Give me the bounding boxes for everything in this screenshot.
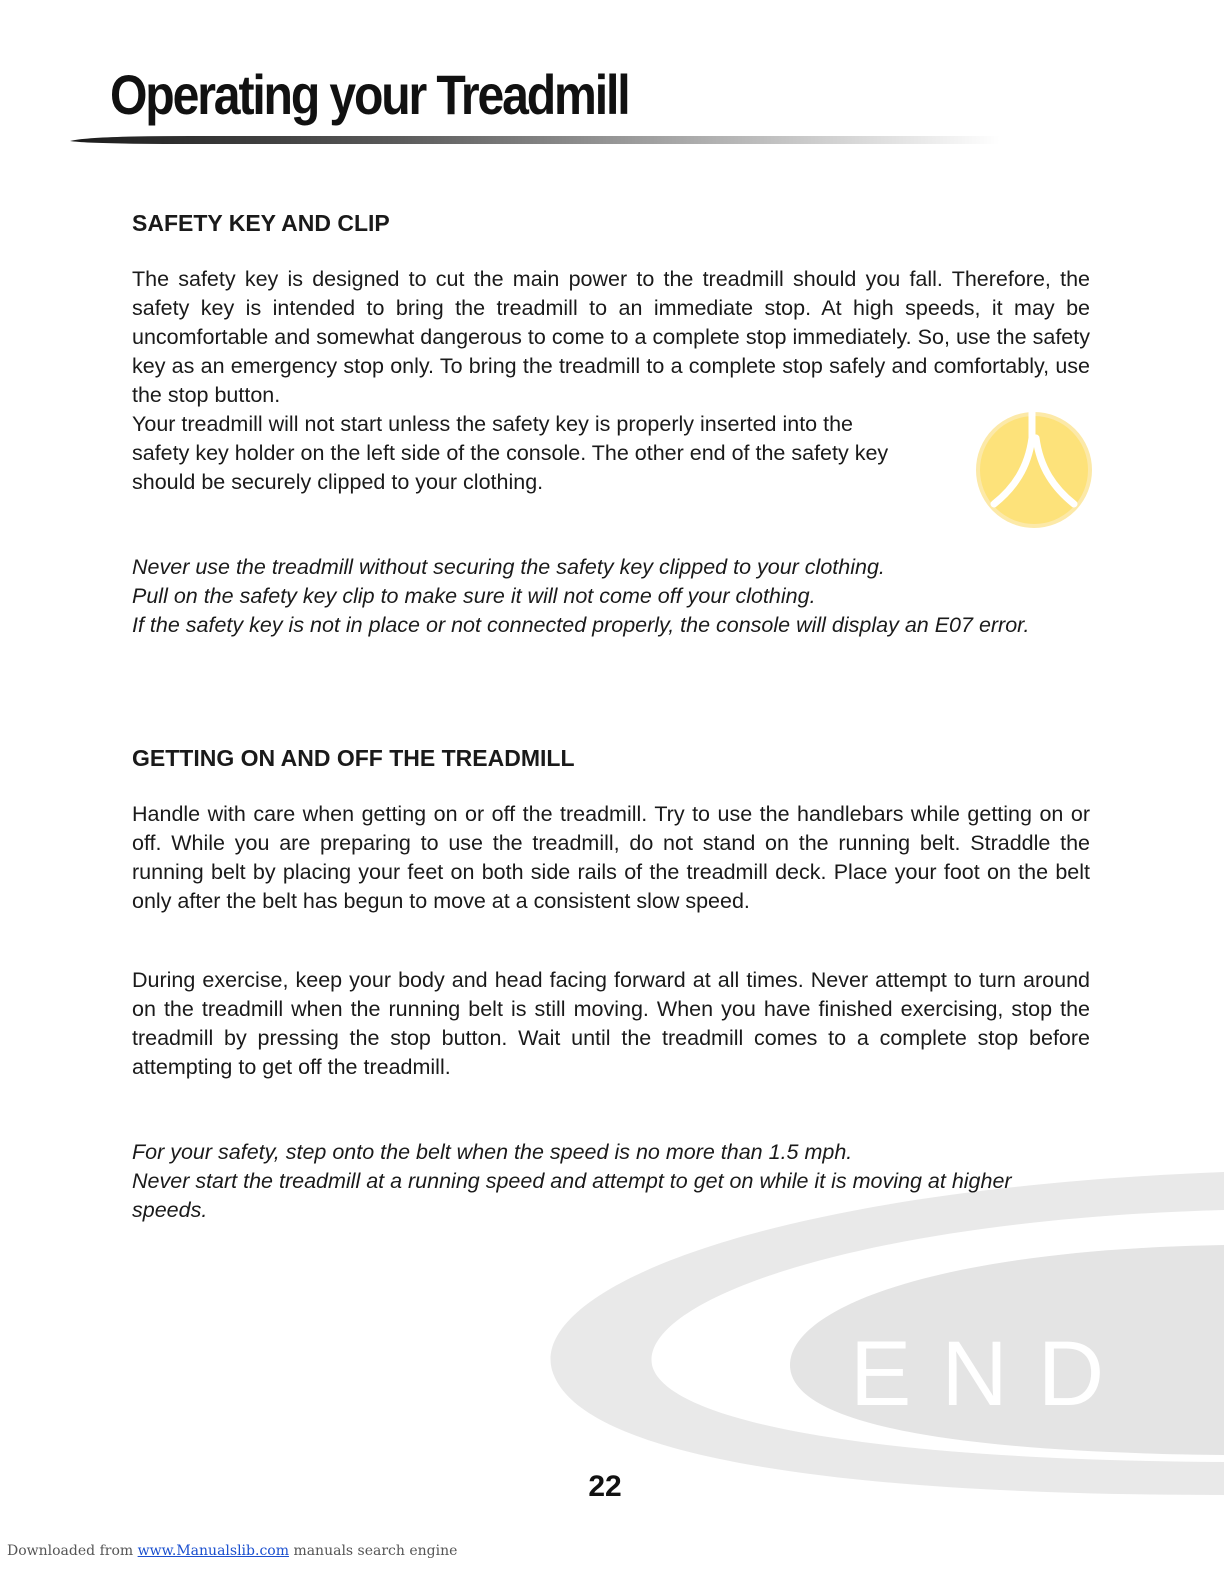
paragraph: During exercise, keep your body and head facing forward at all times. Never attempt to turn around on the treadmill when the running belt is still moving. When you have finished exercising, stop the treadmill by pressing the stop button. Wait until the treadmill comes to a complete stop before attempting to get off the treadmill.: [132, 968, 1090, 1079]
paragraph: Handle with care when getting on or off the treadmill. Try to use the handlebars while getting on or off. While you are preparing to use the treadmill, do not stand on the running belt. Straddle the running belt by placing your feet on both side rails of the treadmill deck. Place your foot on the belt only after the belt has begun to move at a consistent slow speed.: [132, 802, 1090, 913]
note: For your safety, step onto the belt when the speed is no more than 1.5 mph.: [132, 1140, 853, 1164]
download-footer: [7, 1543, 457, 1559]
page-title: Operating your Treadmill: [110, 63, 629, 126]
page-number: 22: [588, 1470, 622, 1503]
note: Never use the treadmill without securing the safety key clipped to your clothing.: [132, 555, 885, 579]
note: Never start the treadmill at a running speed and attempt to get on while it is moving at higher speeds.: [132, 1169, 1012, 1222]
notes: [132, 553, 1090, 640]
watermark-text: END: [850, 1323, 1135, 1425]
notes: [132, 1138, 1090, 1225]
paragraph: The safety key is designed to cut the main power to the treadmill should you fall. Therefore, the safety key is intended to bring the treadmill to an immediate stop. At high speeds, it may be uncomfortable and somewhat dangerous to come to a complete stop immediately. So, use the safety key as an emergency stop only. To bring the treadmill to a complete stop safely and comfortably, use the stop button.: [132, 267, 1090, 407]
paragraph: Your treadmill will not start unless the safety key is properly inserted into the safety key holder on the left side of the console. The other end of the safety key should be securely clipped to your clothing.: [132, 412, 889, 494]
title-underline: [70, 132, 1000, 148]
section-safety-key: [132, 210, 1090, 640]
footer-prefix: Downloaded from: [7, 1543, 134, 1559]
section-getting-on-off: [132, 745, 1090, 1225]
note: If the safety key is not in place or not connected properly, the console will display an E07 error.: [132, 613, 1030, 637]
section-heading: GETTING ON AND OFF THE TREADMILL: [132, 745, 575, 771]
manualslib-link[interactable]: www.Manualslib.com: [137, 1543, 289, 1559]
section-heading: SAFETY KEY AND CLIP: [132, 210, 390, 236]
safety-key-icon: [974, 408, 1094, 532]
footer-suffix: manuals search engine: [293, 1543, 458, 1559]
note: Pull on the safety key clip to make sure it will not come off your clothing.: [132, 584, 816, 608]
